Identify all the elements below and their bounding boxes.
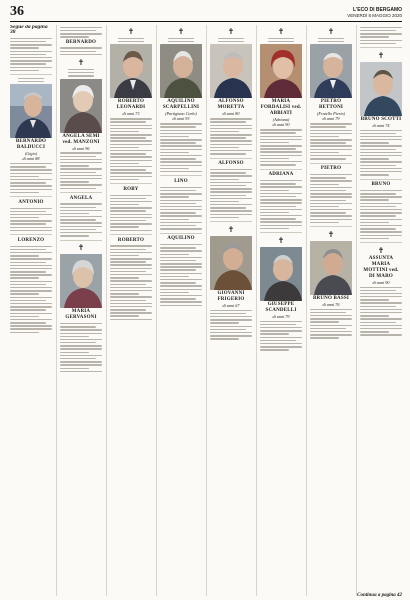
deceased-name: ADRIANA [268, 172, 294, 178]
deceased-name: ALFONSO MORETTA [217, 99, 245, 111]
column-4 [156, 25, 202, 596]
cross-icon: ✝ [177, 27, 185, 36]
obituary-notice [360, 182, 402, 239]
deceased-photo [210, 236, 252, 290]
deceased-photo [260, 44, 302, 98]
deceased-name: BRUNO [371, 182, 391, 188]
deceased-name: GIUSEPPE SCANDELLI [265, 301, 297, 313]
continuation-to: Continua a pagina 42 [357, 593, 402, 598]
obituary-notice [360, 51, 402, 176]
cross-icon: ✝ [77, 58, 85, 68]
column-2 [56, 25, 102, 596]
deceased-age: di anni 73 [122, 111, 140, 117]
deceased-name: ANTONIO [18, 199, 44, 205]
obituary-notice [10, 200, 52, 232]
deceased-name: LINO [174, 178, 188, 184]
deceased-alias: (Fratello Pierin) [316, 111, 346, 117]
obituary-notice [360, 246, 402, 336]
obituary-notice [160, 236, 202, 306]
deceased-photo [360, 62, 402, 116]
deceased-name: AQUILINO SCARPELLINI [162, 99, 200, 111]
obituary-notice [310, 230, 352, 339]
cross-icon: ✝ [227, 224, 235, 234]
cross-icon: ✝ [327, 27, 335, 36]
obituary-notice [60, 40, 102, 56]
deceased-name: BRUNO BASSI [313, 295, 349, 301]
obituary-notice [110, 238, 152, 321]
deceased-name: ANGELA SEMI ved. MANZONI [62, 133, 100, 145]
deceased-name: ROBERTO [117, 237, 145, 243]
obituary-columns [10, 25, 402, 596]
continuation-from: Segue da pagina 38 [10, 25, 48, 36]
deceased-name: ASSUNTA MARIA MOTTINI ved. DI MARO [363, 255, 399, 279]
deceased-age: di anni 74 [372, 122, 390, 128]
deceased-alias: (Gigio) [24, 151, 38, 157]
deceased-name: BERNARDO [65, 39, 97, 45]
obituary-notice [110, 187, 152, 231]
deceased-age: di anni 79 [272, 313, 290, 319]
deceased-photo [160, 44, 202, 98]
cross-icon: ✝ [377, 245, 385, 255]
deceased-name: ROBY [123, 186, 139, 192]
obituary-notice [260, 44, 302, 165]
deceased-alias: (Adriana) [272, 117, 290, 123]
deceased-photo [10, 84, 52, 138]
deceased-name: PIETRO BETTONI [318, 99, 344, 111]
deceased-name: AQUILINO [167, 236, 195, 242]
column-7 [306, 25, 352, 596]
deceased-photo [310, 241, 352, 295]
deceased-photo [60, 79, 102, 133]
deceased-age: di anni 79 [322, 116, 340, 122]
deceased-name: LORENZO [17, 237, 45, 243]
cross-icon: ✝ [77, 243, 85, 253]
deceased-age: di anni 76 [322, 301, 340, 307]
obituary-notice [160, 44, 202, 172]
deceased-name: ANGELA [69, 195, 93, 201]
column-6 [256, 25, 302, 596]
deceased-photo [110, 44, 152, 98]
deceased-photo [60, 254, 102, 308]
deceased-name: ALFONSO [218, 161, 244, 167]
cross-icon: ✝ [277, 235, 285, 245]
cross-icon: ✝ [377, 50, 385, 60]
deceased-name: PIETRO [320, 166, 342, 172]
cross-icon: ✝ [327, 229, 335, 239]
column-8 [356, 25, 402, 596]
publication-date: VENERDÌ 8 MAGGIO 2020 [347, 13, 402, 18]
deceased-photo [310, 44, 352, 98]
obituary-notice [160, 179, 202, 230]
deceased-age: di anni 93 [172, 116, 190, 122]
obituary-notice [210, 225, 252, 340]
column-3 [106, 25, 152, 596]
deceased-age: di anni 90 [272, 122, 290, 128]
obituary-notice [110, 44, 152, 180]
cross-icon: ✝ [227, 27, 235, 36]
page-number: 36 [10, 4, 24, 19]
obituary-notice [10, 238, 52, 333]
obituary-notice [60, 79, 102, 189]
obituary-notice [210, 161, 252, 218]
publication-block [347, 7, 402, 19]
obituary-notice [60, 243, 102, 372]
column-5 [206, 25, 252, 596]
obituary-notice [260, 172, 302, 229]
deceased-name: ROBERTO LEONARDI [116, 99, 146, 111]
deceased-alias: (Partigiano Carlo) [165, 111, 197, 117]
cross-icon: ✝ [277, 27, 285, 36]
deceased-age: di anni 88 [22, 156, 40, 162]
page-header [10, 6, 402, 22]
deceased-age: di anni 96 [72, 145, 90, 151]
deceased-name: GIOVANNI FRIGERIO [217, 290, 245, 302]
deceased-name: BERNARDO BALDUCCI [15, 139, 47, 151]
obituary-notice [310, 44, 352, 159]
obituary-notice [260, 236, 302, 351]
deceased-name: MARIA FORDALISI ved. ABBIATI [260, 99, 302, 117]
obituary-notice [10, 78, 52, 193]
deceased-age: di anni 80 [222, 111, 240, 117]
deceased-name: MARIA GERVASONI [65, 309, 97, 321]
obituary-notice [210, 44, 252, 154]
cross-icon: ✝ [127, 27, 135, 36]
obituary-notice [310, 166, 352, 223]
publication-name: L'ECO DI BERGAMO [353, 7, 402, 13]
column-1 [10, 25, 52, 596]
obituary-notice [60, 196, 102, 237]
deceased-age: di anni 90 [372, 279, 390, 285]
deceased-photo [210, 44, 252, 98]
deceased-age: di anni 67 [222, 302, 240, 308]
deceased-photo [260, 247, 302, 301]
deceased-name: BRUNO SCOTTI [360, 116, 402, 122]
